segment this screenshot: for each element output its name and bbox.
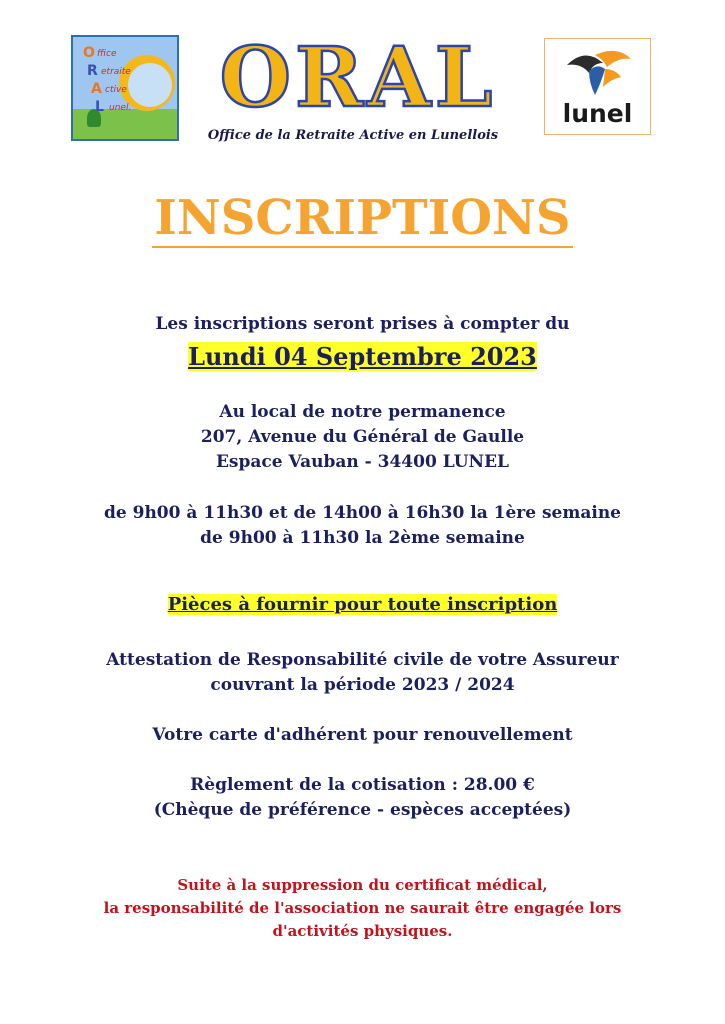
pieces-title [0,594,725,615]
address-line-1: Au local de notre permanence [219,402,506,422]
notice-line-2: la responsabilité de l'association ne saurait être engagée lors [103,899,622,917]
piece-fee: Règlement de la cotisation : 28.00 € [190,775,535,795]
oral-title [203,36,513,116]
logo-letter-a: A [91,81,102,97]
notice-line-1: Suite à la suppression du certificat médical, [177,876,548,894]
intro-line: Les inscriptions seront prises à compter du [155,314,570,334]
lunel-emblem-icon [545,43,650,103]
piece-insurance-period: couvrant la période 2023 / 2024 [210,675,515,695]
piece-insurance: Attestation de Responsabilité civile de votre Assureur [106,650,619,670]
hours-line-2: de 9h00 à 11h30 la 2ème semaine [200,528,525,548]
logo-sun-inner [128,63,172,107]
oral-title-text: ORAL [219,36,497,116]
lunel-logo [544,38,651,135]
logo-word-active: ctive [105,85,127,95]
logo-word-retraite: etraite [101,67,131,77]
oral-logo [71,35,179,141]
address-line-2: 207, Avenue du Général de Gaulle [200,427,525,447]
pieces-title-text: Pièces à fournir pour toute inscription [167,594,558,615]
start-date [0,342,725,371]
notice-line-3: d'activités physiques. [272,922,453,940]
lunel-logo-text: lunel [562,99,633,128]
oral-subtitle: Office de la Retraite Active en Lunellois [207,128,499,143]
logo-letter-r: R [87,63,98,79]
logo-letter-o: O [83,45,95,61]
hours-line-1: de 9h00 à 11h30 et de 14h00 à 16h30 la 1ère semaine [104,503,621,523]
piece-payment-note: (Chèque de préférence - espèces acceptées) [153,800,572,820]
page-heading [0,190,725,246]
piece-member-card: Votre carte d'adhérent pour renouvellement [152,725,573,745]
address-line-3: Espace Vauban - 34400 LUNEL [215,452,510,472]
logo-word-office: ffice [97,49,117,59]
logo-word-lunel: unel. [109,103,132,113]
logo-letter-l: L [95,99,104,115]
page-heading-text: INSCRIPTIONS [154,190,571,246]
start-date-text: Lundi 04 Septembre 2023 [188,342,537,371]
